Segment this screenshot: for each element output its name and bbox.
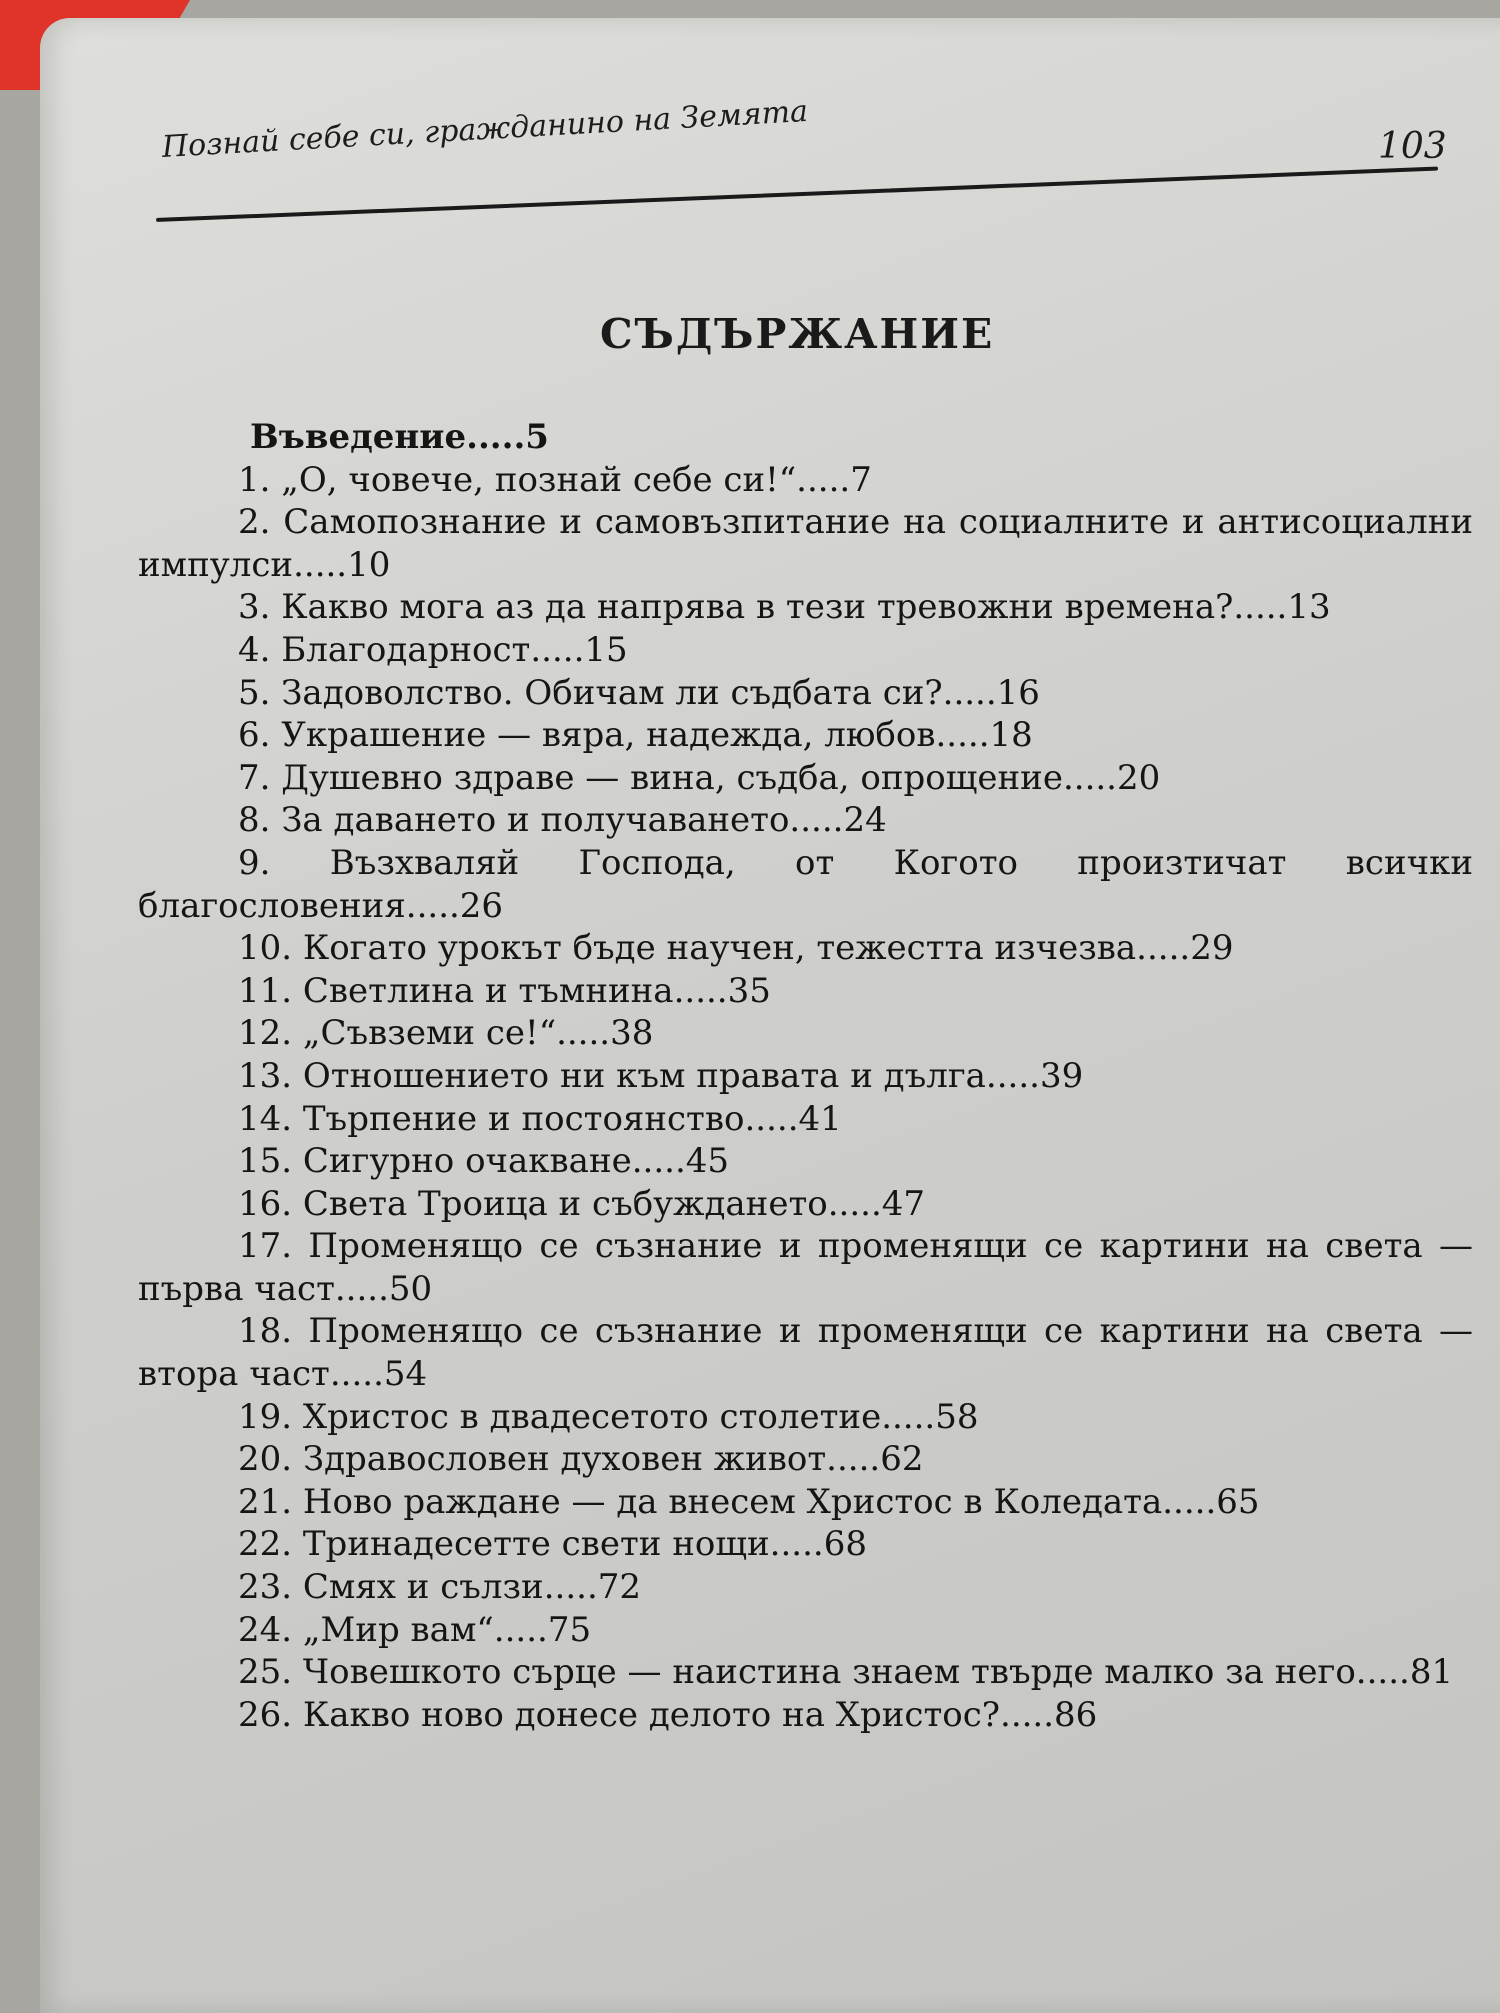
toc-entry: 17. Променящо се съзнание и променящи се картини на света — първа част.....50: [138, 1226, 1473, 1309]
toc-entry: 20. Здравословен духовен живот.....62: [238, 1439, 924, 1480]
toc-entry: 2. Самопознание и самовъзпитание на социалните и антисоциални импулси.....10: [138, 502, 1473, 585]
toc-entry: 21. Ново раждане — да внесем Христос в Коледата.....65: [238, 1481, 1260, 1522]
toc-entry: 12. „Съвземи се!“.....38: [238, 1013, 654, 1054]
toc-entry: 24. „Мир вам“.....75: [238, 1609, 592, 1650]
running-title: Познай себе си, гражданино на Земята: [161, 93, 809, 165]
toc-entry: 5. Задоволство. Обичам ли съдбата си?.....16: [238, 672, 1040, 713]
toc-entry: Въведение.....5: [250, 417, 549, 457]
page-number: 103: [1378, 126, 1447, 167]
toc-entry: 22. Тринадесетте свети нощи.....68: [238, 1524, 867, 1565]
header-rule: [156, 167, 1438, 222]
toc-entry: 26. Какво ново донесе делото на Христос?.....86: [238, 1694, 1098, 1735]
toc-entry: 6. Украшение — вяра, надежда, любов.....18: [238, 715, 1033, 756]
toc-entry: 10. Когато урокът бъде научен, тежестта изчезва.....29: [238, 928, 1234, 969]
toc-entry: 13. Отношението ни към правата и дълга.....39: [238, 1055, 1084, 1096]
toc-entry: 18. Променящо се съзнание и променящи се картини на света — втора част.....54: [138, 1311, 1473, 1395]
toc-entry: 14. Търпение и постоянство.....41: [238, 1098, 842, 1139]
toc-entry: 4. Благодарност.....15: [238, 629, 628, 670]
toc-entry: 9. Възхваляй Господа, от Когото произтичат всички благословения.....26: [138, 842, 1473, 926]
toc-entry: 7. Душевно здраве — вина, съдба, опрощение.....20: [238, 757, 1161, 798]
contents-heading: СЪДЪРЖАНИЕ: [600, 310, 995, 358]
toc-entry: 15. Сигурно очакване.....45: [238, 1141, 730, 1182]
toc-entry: 11. Светлина и тъмнина.....35: [238, 970, 771, 1011]
toc-entry: 19. Христос в двадесетото столетие.....58: [238, 1396, 979, 1437]
toc-entry: 8. За даването и получаването.....24: [238, 800, 887, 841]
toc-entry: 25. Човешкото сърце — наистина знаем твърде малко за него.....81: [238, 1652, 1454, 1693]
toc-entry: 23. Смях и сълзи.....72: [238, 1567, 642, 1608]
toc-entry: 1. „О, човече, познай себе си!“.....7: [238, 459, 872, 500]
book-page: [40, 18, 1500, 2013]
toc-entry: 16. Света Троица и събуждането.....47: [238, 1183, 926, 1224]
toc-entry: 3. Какво мога аз да напрява в тези тревожни времена?.....13: [238, 587, 1331, 628]
table-of-contents: [138, 416, 1473, 1736]
